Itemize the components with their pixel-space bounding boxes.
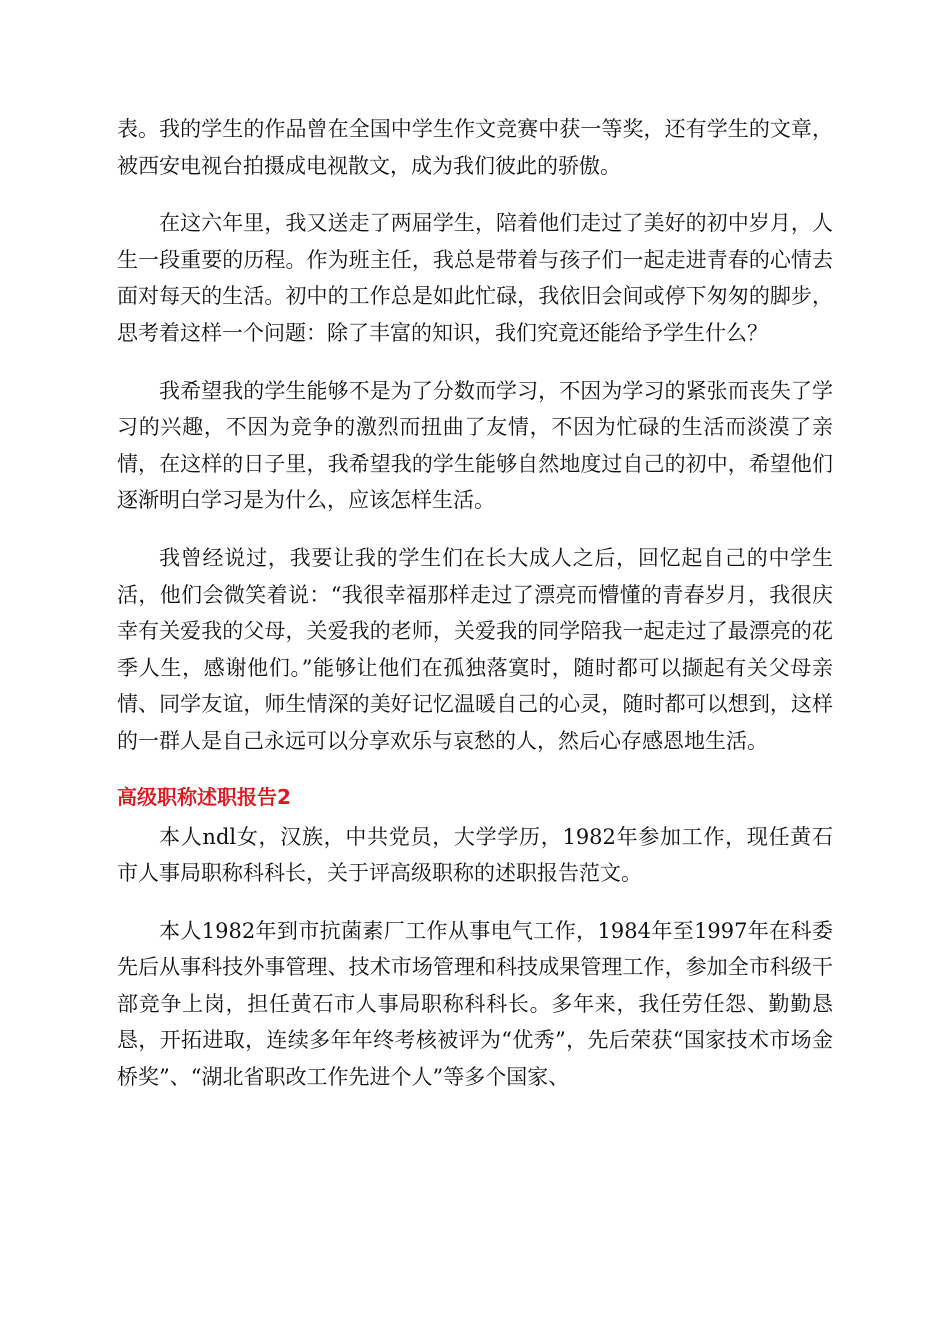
paragraph-six-years: 在这六年里，我又送走了两届学生，陪着他们走过了美好的初中岁月，人生一段重要的历程。作为班主任，我总是带着与孩子们一起走进青春的心情去面对每天的生活。初中的工作总是如此忙碌，我依旧会间或停下匆匆的脚步，思考着这样一个问题：除了丰富的知识，我们究竟还能给予学生什么？ [117, 211, 833, 345]
paragraph-work-history: 本人1982年到市抗菌素厂工作从事电气工作，1984年至1997年在科委先后从事科技外事管理、技术市场管理和科技成果管理工作，参加全市科级干部竞争上岗，担任黄石市人事局职称科科长。多年来，我任劳任怨、勤勤恳恳，开拓进取，连续多年年终考核被评为“优秀”，先后荣获“国家技术市场金桥奖”、“湖北省职改工作先进个人”等多个国家、 [117, 918, 833, 1090]
paragraph-continuation: 表。我的学生的作品曾在全国中学生作文竞赛中获一等奖，还有学生的文章，被西安电视台拍摄成电视散文，成为我们彼此的骄傲。 [117, 117, 833, 178]
paragraph-memories: 我曾经说过，我要让我的学生们在长大成人之后，回忆起自己的中学生活，他们会微笑着说：“我很幸福那样走过了漂亮而懵懂的青春岁月，我很庆幸有关爱我的父母，关爱我的老师，关爱我的同学陪我一起走过了最漂亮的花季人生，感谢他们。”能够让他们在孤独落寞时，随时都可以撷起有关父母亲情、同学友谊，师生情深的美好记忆温暖自己的心灵，随时都可以想到，这样的一群人是自己永远可以分享欢乐与哀愁的人，然后心存感恩地生活。 [117, 545, 833, 753]
document-body [117, 111, 833, 1096]
paragraph-introduction: 本人ndl女，汉族，中共党员，大学学历，1982年参加工作，现任黄石市人事局职称科科长，关于评高级职称的述职报告范文。 [117, 824, 833, 886]
paragraph-hopes: 我希望我的学生能够不是为了分数而学习，不因为学习的紧张而丧失了学习的兴趣，不因为竞争的激烈而扭曲了友情，不因为忙碌的生活而淡漠了亲情，在这样的日子里，我希望我的学生能够自然地度过自己的初中，希望他们逐渐明白学习是为什么，应该怎样生活。 [117, 378, 833, 513]
section-heading: 高级职称述职报告2 [117, 784, 291, 809]
